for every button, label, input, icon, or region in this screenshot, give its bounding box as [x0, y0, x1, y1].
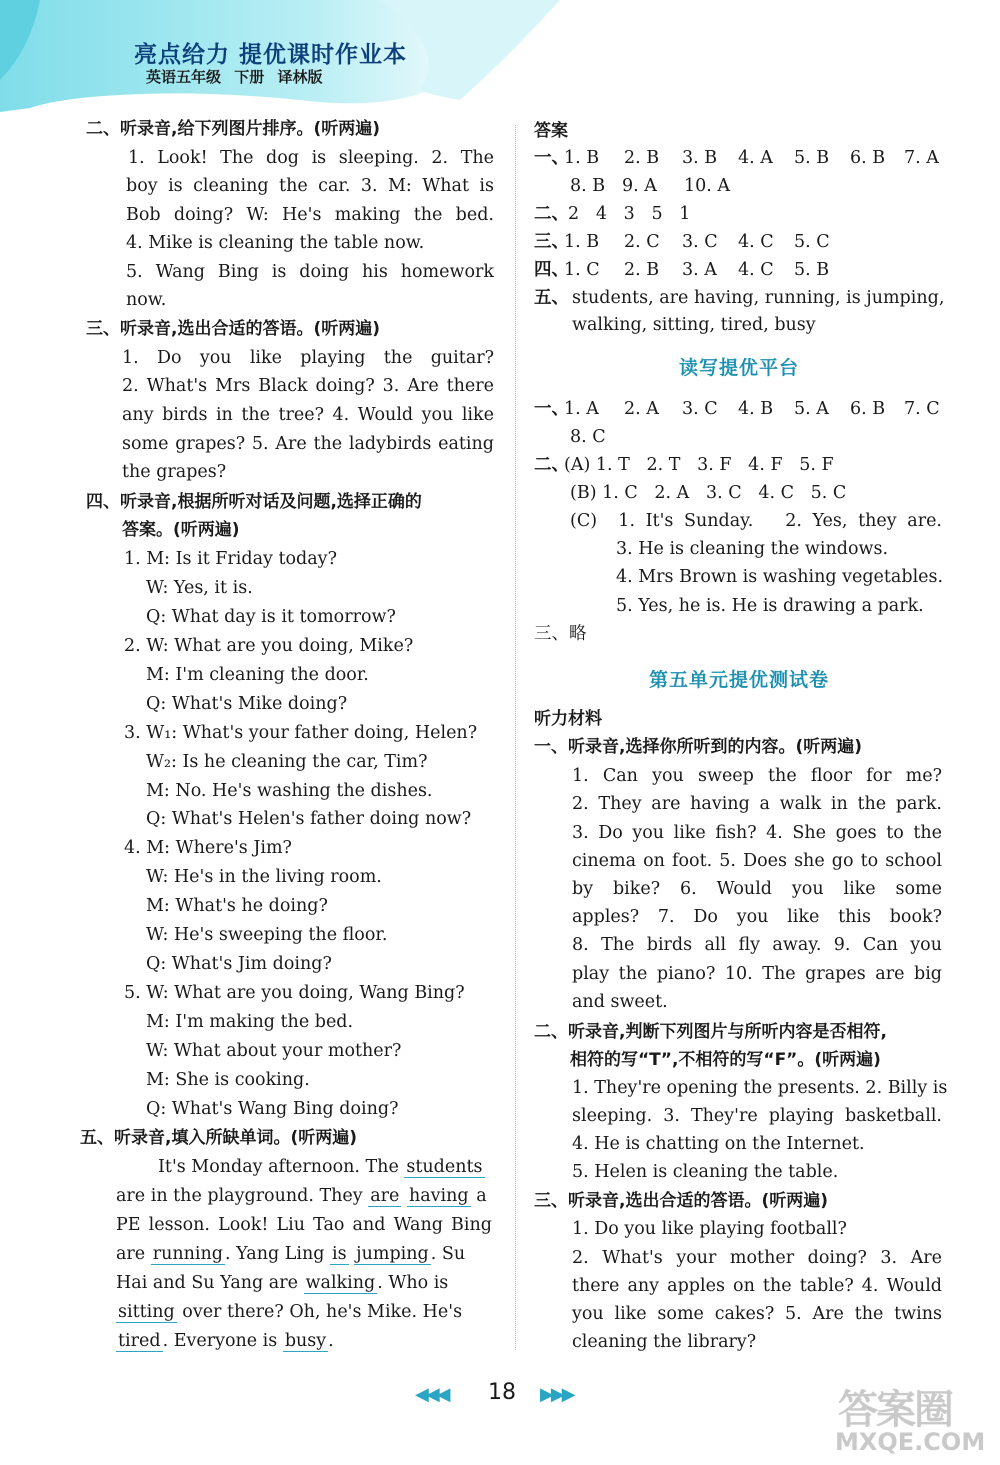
answer-item: 5. C	[794, 232, 830, 252]
passage-line	[116, 1300, 462, 1324]
text-line: 5. Wang Bing is doing his homework	[126, 262, 494, 282]
passage-text: over there? Oh, he's Mike. He's	[176, 1302, 463, 1322]
answer-item: 5. Yes, he is. He is drawing a park.	[616, 596, 924, 616]
answer-row-label: 四、	[534, 260, 569, 280]
blank-answer: is	[332, 1244, 347, 1264]
passage-line	[116, 1329, 334, 1353]
text-line: the grapes?	[122, 462, 227, 482]
answer-item: 2. B	[624, 148, 660, 168]
blank-answer: walking	[305, 1273, 376, 1293]
answer-item: 3. C	[682, 399, 718, 419]
answer-item: 三、略	[534, 624, 587, 644]
answer-item: (B) 1. C 2. A 3. C 4. C 5. C	[570, 483, 847, 503]
passage-line: PE lesson. Look! Liu Tao and Wang Bing	[116, 1215, 492, 1235]
text-line: 2. What's your mother doing? 3. Are	[572, 1248, 942, 1268]
text-line: 1. Do you like playing football?	[572, 1219, 847, 1239]
text-line: there any apples on the table? 4. Would	[572, 1276, 942, 1296]
section-heading: 二、听录音,给下列图片排序。(听两遍)	[86, 119, 380, 139]
dialog-line: W: He's sweeping the floor.	[146, 925, 388, 945]
dialog-line: W: What about your mother?	[146, 1041, 402, 1061]
dialog-line: M: What's he doing?	[146, 896, 328, 916]
text-line: boy is cleaning the car. 3. M: What is	[126, 176, 494, 196]
section-title-unit-test: 第五单元提优测试卷	[648, 669, 829, 691]
book-title: 亮点给力 提优课时作业本	[134, 42, 408, 68]
section-heading: 五、听录音,填入所缺单词。(听两遍)	[80, 1128, 357, 1148]
passage-line	[116, 1242, 465, 1266]
passage-text: . Who is	[377, 1273, 449, 1293]
passage-text: Hai and Su Yang are	[116, 1273, 304, 1293]
answer-item: 5. A	[794, 399, 829, 419]
answer-item: 2. A	[624, 399, 659, 419]
text-line: play the piano? 10. The grapes are big	[572, 964, 942, 984]
answer-item: 7. A	[904, 148, 939, 168]
text-line: and sweet.	[572, 992, 668, 1012]
answer-item: 3. B	[682, 148, 718, 168]
text-line: apples? 7. Do you like this book?	[572, 907, 942, 927]
answer-item: 1. A	[564, 399, 599, 419]
text-line: 8. The birds all fly away. 9. Can you	[572, 935, 942, 955]
answer-row-label: 二、	[534, 204, 569, 224]
text-line: sleeping. 3. They're playing basketball.	[572, 1106, 942, 1126]
section-heading: 三、听录音,选出合适的答语。(听两遍)	[86, 319, 380, 339]
arrow-left-icon: ◀◀◀	[415, 1384, 448, 1405]
text-line: 4. He is chatting on the Internet.	[572, 1134, 865, 1154]
answer-row-label: 三、	[534, 232, 569, 252]
answer-label: 答案	[534, 121, 568, 141]
blank-answer: busy	[284, 1331, 327, 1351]
section-heading: 三、听录音,选出合适的答语。(听两遍)	[534, 1191, 828, 1211]
answer-item: 1. C	[564, 260, 600, 280]
dialog-line: 1. M: Is it Friday today?	[124, 549, 337, 569]
answer-item: 4. C	[738, 260, 774, 280]
text-line: 4. Mike is cleaning the table now.	[126, 233, 425, 253]
dialog-line: 2. W: What are you doing, Mike?	[124, 636, 414, 656]
blank-answer: tired	[118, 1331, 161, 1351]
listening-material-label: 听力材料	[534, 709, 602, 729]
answer-row-label: 一、	[534, 148, 569, 168]
watermark-url: MXQE.COM	[835, 1428, 986, 1456]
blank-answer: sitting	[118, 1302, 175, 1322]
column-divider	[515, 125, 516, 1350]
answer-item: 2. B	[624, 260, 660, 280]
dialog-line: M: I'm cleaning the door.	[146, 665, 369, 685]
dialog-line: Q: What's Mike doing?	[146, 694, 348, 714]
dialog-line: Q: What's Jim doing?	[146, 954, 332, 974]
answer-item: 7. C	[904, 399, 940, 419]
text-line: 2. What's Mrs Black doing? 3. Are there	[122, 376, 494, 396]
text-line: by bike? 6. Would you like some	[572, 879, 942, 899]
blank-answer: jumping	[356, 1244, 429, 1264]
answer-item: 4. Mrs Brown is washing vegetables.	[616, 567, 944, 587]
answer-item: 2. C	[624, 232, 660, 252]
passage-text: . Su	[430, 1244, 466, 1264]
text-line: 1. They're opening the presents. 2. Billy is	[572, 1078, 948, 1098]
passage-text: are	[116, 1244, 151, 1264]
text-line: now.	[126, 290, 167, 310]
text-line: 1. Do you like playing the guitar?	[122, 348, 494, 368]
dialog-line: M: She is cooking.	[146, 1070, 310, 1090]
dialog-line: Q: What's Helen's father doing now?	[146, 809, 472, 829]
book-subtitle: 英语五年级 下册 译林版	[146, 68, 323, 86]
answer-item: 3. He is cleaning the windows.	[616, 539, 889, 559]
answer-item: 6. B	[850, 148, 886, 168]
text-line: 5. Helen is cleaning the table.	[572, 1162, 839, 1182]
dialog-line: M: No. He's washing the dishes.	[146, 781, 433, 801]
text-line: 2. They are having a walk in the park.	[572, 794, 942, 814]
text-line: 1. Look! The dog is sleeping. 2. The	[128, 148, 494, 168]
section-heading: 一、听录音,选择你所听到的内容。(听两遍)	[534, 737, 862, 757]
answer-item: 4. A	[738, 148, 773, 168]
text-line: cinema on foot. 5. Does she go to school	[572, 851, 942, 871]
answer-row-label: 一、	[534, 399, 569, 419]
text-line: Bob doing? W: He's making the bed.	[126, 205, 494, 225]
section-title-read-write: 读写提优平台	[678, 357, 799, 379]
blank-answer: students	[406, 1157, 483, 1177]
dialog-line: 3. W₁: What's your father doing, Helen?	[124, 723, 478, 743]
answer-item: 5. B	[794, 148, 830, 168]
text-line: cleaning the library?	[572, 1332, 757, 1352]
text-line: 3. Do you like fish? 4. She goes to the	[572, 823, 942, 843]
answer-item: (A) 1. T 2. T 3. F 4. F 5. F	[564, 455, 834, 475]
passage-text: are in the playground. They	[116, 1186, 369, 1206]
passage-text: .	[328, 1331, 334, 1351]
passage-text: . Yang Ling	[224, 1244, 331, 1264]
dialog-line: M: I'm making the bed.	[146, 1012, 354, 1032]
dialog-line: W: He's in the living room.	[146, 867, 382, 887]
text-line: 1. Can you sweep the floor for me?	[572, 766, 942, 786]
watermark-logo: 答案圈	[838, 1387, 952, 1433]
answer-item: 2 4 3 5 1	[568, 204, 691, 224]
answer-item: 6. B	[850, 399, 886, 419]
blank-answer: are	[370, 1186, 400, 1206]
section-heading-cont: 相符的写“T”,不相符的写“F”。(听两遍)	[570, 1050, 881, 1070]
answer-item: 1. B	[564, 148, 600, 168]
blank-answer: having	[408, 1186, 469, 1206]
answer-item: walking, sitting, tired, busy	[572, 315, 816, 335]
passage-line	[116, 1184, 487, 1208]
dialog-line: W₂: Is he cleaning the car, Tim?	[146, 752, 428, 772]
dialog-line: W: Yes, it is.	[146, 578, 253, 598]
answer-item: 10. A	[684, 176, 731, 196]
text-line: you like some cakes? 5. Are the twins	[572, 1304, 942, 1324]
dialog-line: Q: What's Wang Bing doing?	[146, 1099, 399, 1119]
passage-line	[158, 1155, 485, 1179]
dialog-line: Q: What day is it tomorrow?	[146, 607, 396, 627]
passage-text: . Everyone is	[162, 1331, 283, 1351]
passage-text: a	[470, 1186, 487, 1206]
answer-item: (C) 1. It's Sunday. 2. Yes, they are.	[570, 511, 942, 531]
text-line: some grapes? 5. Are the ladybirds eating	[122, 434, 494, 454]
answer-item: 3. C	[682, 232, 718, 252]
passage-line	[116, 1271, 448, 1295]
answer-item: 9. A	[622, 176, 657, 196]
header-banner	[0, 0, 1000, 115]
answer-item: 8. B	[570, 176, 606, 196]
section-heading: 四、听录音,根据所听对话及问题,选择正确的	[86, 492, 422, 512]
answer-row-label: 五、	[534, 288, 569, 308]
section-heading-cont: 答案。(听两遍)	[122, 520, 240, 540]
dialog-line: 4. M: Where's Jim?	[124, 838, 292, 858]
blank-answer: running	[152, 1244, 223, 1264]
answer-item: students, are having, running, is jumping,	[572, 288, 945, 308]
answer-item: 4. C	[738, 232, 774, 252]
answer-item: 1. B	[564, 232, 600, 252]
arrow-right-icon: ▶▶▶	[540, 1384, 573, 1405]
page-number: 18	[488, 1380, 516, 1405]
answer-item: 5. B	[794, 260, 830, 280]
answer-row-label: 二、	[534, 455, 569, 475]
answer-item: 8. C	[570, 427, 606, 447]
dialog-line: 5. W: What are you doing, Wang Bing?	[124, 983, 465, 1003]
section-heading: 二、听录音,判断下列图片与所听内容是否相符,	[534, 1022, 887, 1042]
answer-item: 4. B	[738, 399, 774, 419]
text-line: any birds in the tree? 4. Would you like	[122, 405, 494, 425]
passage-text: It's Monday afternoon. The	[158, 1157, 405, 1177]
answer-item: 3. A	[682, 260, 717, 280]
